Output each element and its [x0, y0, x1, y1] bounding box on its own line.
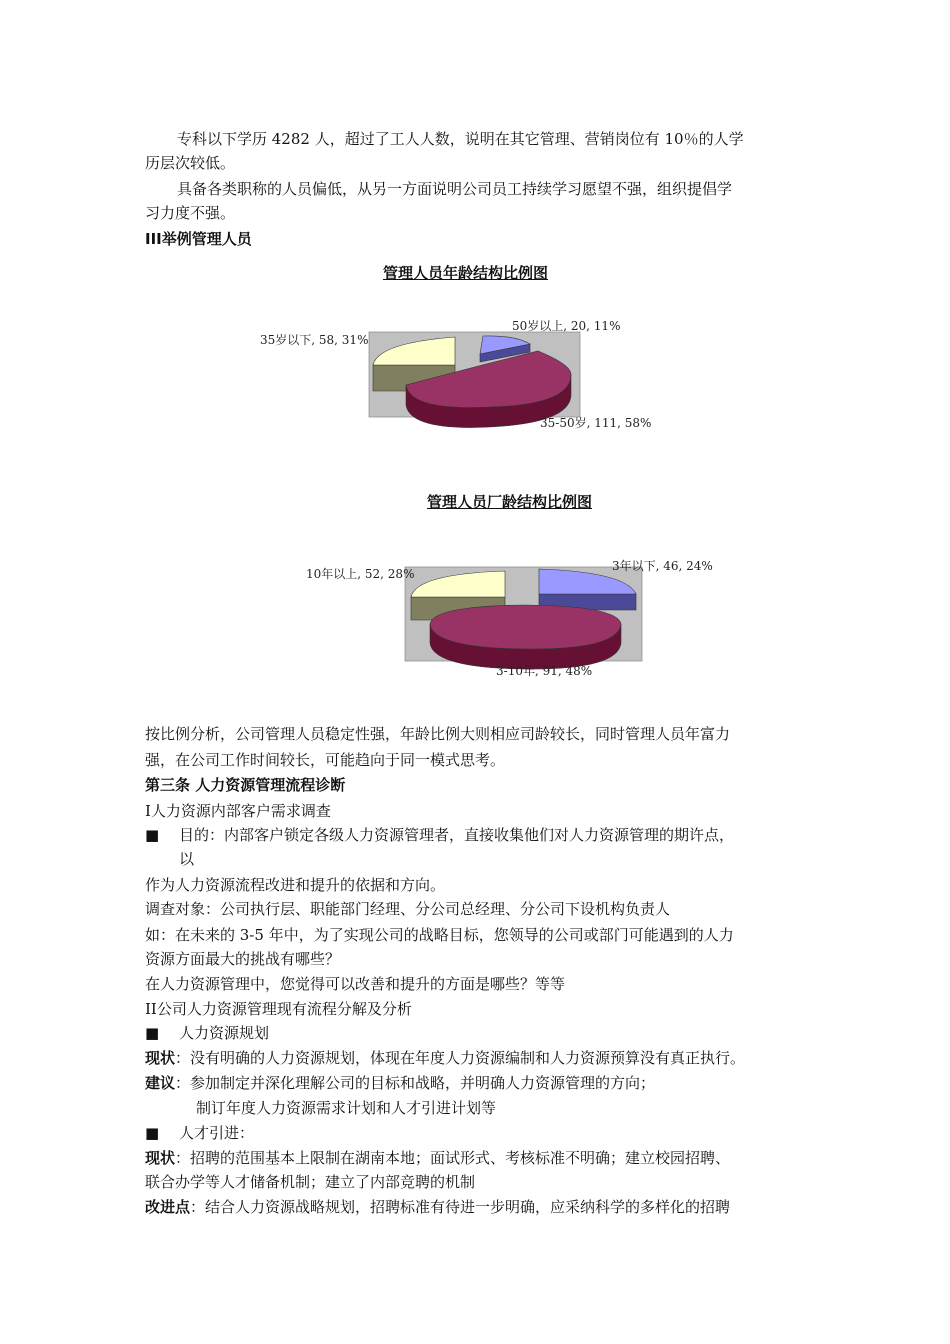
text-line: 强，在公司工作时间较长，可能趋向于同一模式思考。: [145, 751, 506, 769]
text-line: 历层次较低。: [145, 154, 236, 172]
text-line: 资源方面最大的挑战有哪些？: [145, 950, 341, 968]
text-line: 按比例分析，公司管理人员稳定性强，年龄比例大则相应司龄较长，同时管理人员年富力: [145, 725, 731, 743]
chart-title-age: 管理人员年龄结构比例图: [383, 264, 549, 282]
article-heading: 第三条 人力资源管理流程诊断: [145, 776, 346, 794]
chart-title-tenure: 管理人员厂龄结构比例图: [427, 493, 593, 511]
bullet-talent: ■ 人才引进：: [145, 1124, 255, 1142]
bullet-square-icon: ■: [145, 1024, 160, 1042]
status-line: 现状：招聘的范围基本上限制在湖南本地；面试形式、考核标准不明确；建立校园招聘、: [145, 1149, 731, 1167]
bullet-square-icon: ■: [145, 1124, 160, 1142]
text-line: 制订年度人力资源需求计划和人才引进计划等: [196, 1099, 497, 1117]
pie-chart-tenure: [300, 550, 760, 685]
text-line: 专科以下学历 4282 人，超过了工人人数，说明在其它管理、营销岗位有 10％的人学: [177, 130, 744, 148]
text-line: 如：在未来的 3-5 年中，为了实现公司的战略目标，您领导的公司或部门可能遇到的人力: [145, 926, 734, 944]
data-label-under35: 35岁以下, 58, 31%: [260, 333, 369, 347]
subsection-heading: II公司人力资源管理现有流程分解及分析: [145, 1000, 412, 1018]
data-label-35to50: 35-50岁, 111, 58%: [540, 416, 652, 430]
text-line: 以: [179, 850, 195, 868]
data-label-3to10: 3-10年, 91, 48%: [496, 664, 593, 678]
data-label-over10: 10年以上, 52, 28%: [306, 567, 415, 581]
pie-slice-3to10: [430, 605, 621, 649]
bullet-hr-planning: ■ 人力资源规划: [145, 1024, 270, 1042]
text-line: 具备各类职称的人员偏低，从另一方面说明公司员工持续学习愿望不强，组织提倡学: [177, 180, 733, 198]
data-label-under3: 3年以下, 46, 24%: [612, 559, 713, 573]
suggestion-line: 建议：参加制定并深化理解公司的目标和战略，并明确人力资源管理的方向；: [145, 1074, 656, 1092]
status-line: 现状：没有明确的人力资源规划，体现在年度人力资源编制和人力资源预算没有真正执行。: [145, 1049, 746, 1067]
text-line: 调查对象：公司执行层、职能部门经理、分公司总经理、分公司下设机构负责人: [145, 900, 671, 918]
text-line: 习力度不强。: [145, 204, 236, 222]
data-label-over50: 50岁以上, 20, 11%: [512, 319, 621, 333]
subsection-heading: I人力资源内部客户需求调查: [145, 802, 331, 820]
text-line: 联合办学等人才储备机制；建立了内部竞聘的机制: [145, 1173, 476, 1191]
text-line: 作为人力资源流程改进和提升的依据和方向。: [145, 876, 446, 894]
bullet-purpose: ■ 目的：内部客户锁定各级人力资源管理者，直接收集他们对人力资源管理的期许点，: [145, 826, 735, 844]
text-line: 在人力资源管理中，您觉得可以改善和提升的方面是哪些？等等: [145, 975, 566, 993]
section-heading: III举例管理人员: [145, 230, 252, 248]
pie-chart-age: [250, 305, 700, 440]
bullet-square-icon: ■: [145, 826, 160, 844]
improvement-line: 改进点：结合人力资源战略规划，招聘标准有待进一步明确，应采纳科学的多样化的招聘: [145, 1198, 731, 1216]
